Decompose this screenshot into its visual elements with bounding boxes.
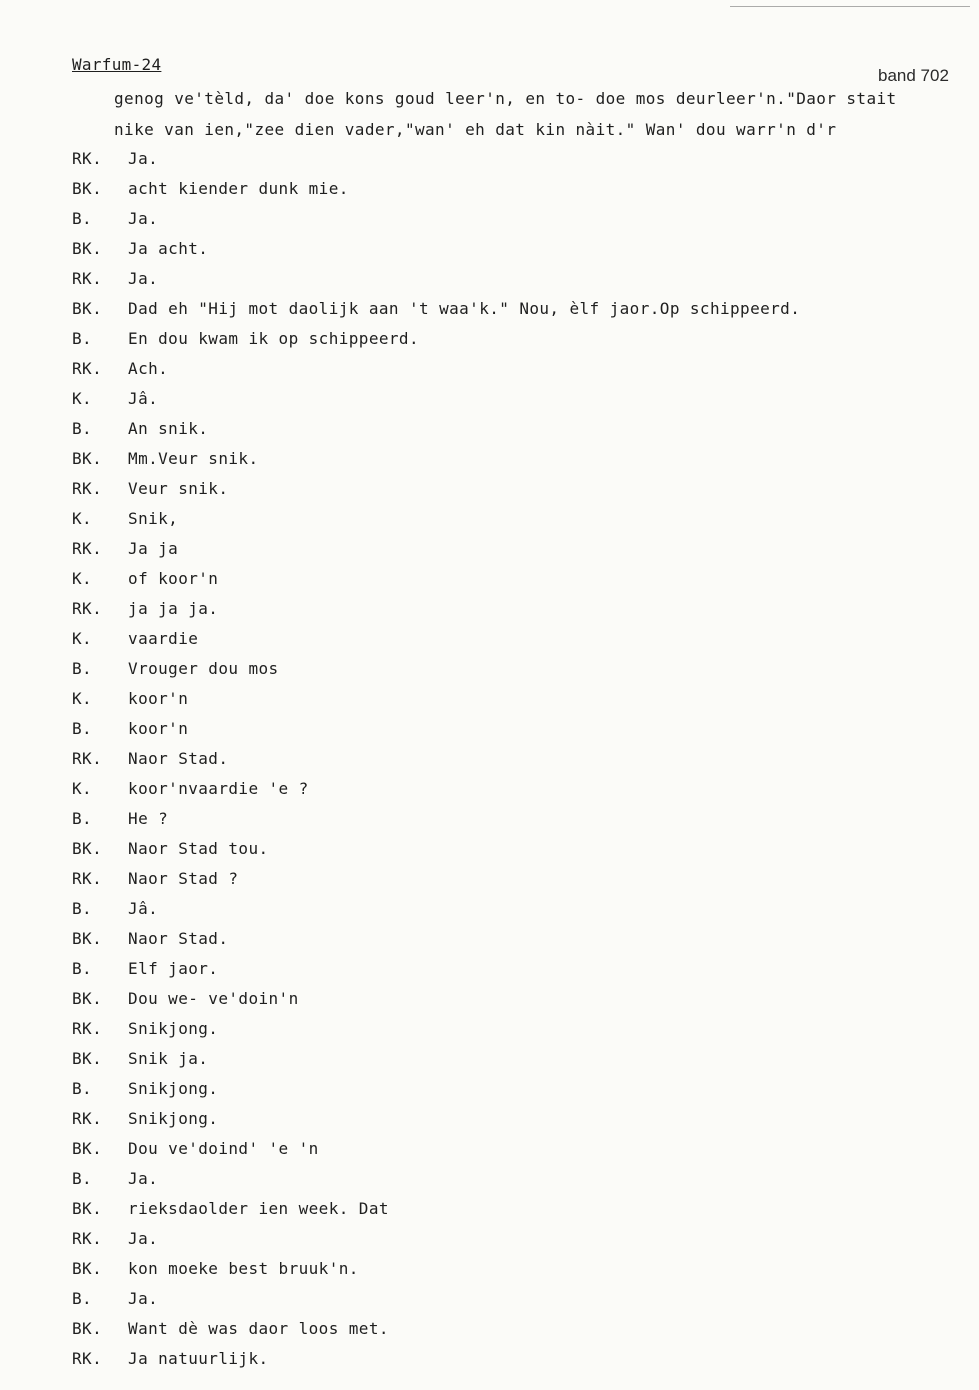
transcript-line xyxy=(72,389,158,408)
document-header-right: band 702 xyxy=(878,66,949,85)
utterance-text: rieksdaolder ien week. Dat xyxy=(128,1199,389,1218)
transcript-line xyxy=(72,629,198,648)
transcript-line xyxy=(72,689,188,708)
utterance-text: Dou ve'doind' 'e 'n xyxy=(128,1139,319,1158)
transcript-line xyxy=(72,839,269,858)
transcript-line xyxy=(72,599,218,618)
speaker-label: B. xyxy=(72,209,93,228)
transcript-line xyxy=(72,239,208,258)
speaker-label: K. xyxy=(72,569,93,588)
speaker-label: BK. xyxy=(72,1319,103,1338)
utterance-text: An snik. xyxy=(128,419,209,438)
utterance-text: Jâ. xyxy=(128,899,159,918)
speaker-label: B. xyxy=(72,1079,93,1098)
transcript-line xyxy=(72,1109,218,1128)
utterance-text: Ja. xyxy=(128,1289,159,1308)
transcript-line xyxy=(72,869,238,888)
speaker-label: K. xyxy=(72,389,93,408)
utterance-text: Snikjong. xyxy=(128,1109,219,1128)
transcript-line xyxy=(72,1079,218,1098)
utterance-text: Veur snik. xyxy=(128,479,229,498)
speaker-label: K. xyxy=(72,779,93,798)
speaker-label: K. xyxy=(72,509,93,528)
utterance-text: of koor'n xyxy=(128,569,219,588)
transcript-line xyxy=(72,959,218,978)
transcript-line xyxy=(72,1259,359,1278)
transcript-line xyxy=(72,419,208,438)
utterance-text: Vrouger dou mos xyxy=(128,659,279,678)
speaker-label: BK. xyxy=(72,179,103,198)
speaker-label: BK. xyxy=(72,1049,103,1068)
utterance-text: Snik, xyxy=(128,509,179,528)
transcript-line xyxy=(72,749,228,768)
utterance-text: Snik ja. xyxy=(128,1049,209,1068)
speaker-label: BK. xyxy=(72,1139,103,1158)
transcript-line xyxy=(72,539,178,558)
speaker-label: BK. xyxy=(72,1259,103,1278)
speaker-label: RK. xyxy=(72,149,103,168)
speaker-label: RK. xyxy=(72,1109,103,1128)
transcript-line xyxy=(72,809,168,828)
utterance-text: Ja. xyxy=(128,269,159,288)
speaker-label: RK. xyxy=(72,359,103,378)
transcript-line xyxy=(72,449,258,468)
speaker-label: RK. xyxy=(72,599,103,618)
speaker-label: RK. xyxy=(72,1349,103,1368)
speaker-label: B. xyxy=(72,809,93,828)
speaker-label: K. xyxy=(72,689,93,708)
utterance-text: He ? xyxy=(128,809,169,828)
transcript-line xyxy=(72,779,309,798)
transcript-line xyxy=(72,1349,269,1368)
transcript-line xyxy=(72,269,158,288)
utterance-text: Snikjong. xyxy=(128,1019,219,1038)
speaker-label: BK. xyxy=(72,449,103,468)
speaker-label: RK. xyxy=(72,1019,103,1038)
speaker-label: RK. xyxy=(72,749,103,768)
speaker-label: B. xyxy=(72,419,93,438)
utterance-text: Naor Stad tou. xyxy=(128,839,269,858)
transcript-line xyxy=(72,1319,389,1338)
speaker-label: B. xyxy=(72,1289,93,1308)
utterance-text: Ja ja xyxy=(128,539,179,558)
speaker-label: BK. xyxy=(72,239,103,258)
transcript-line xyxy=(72,1289,158,1308)
utterance-text: Mm.Veur snik. xyxy=(128,449,259,468)
speaker-label: B. xyxy=(72,719,93,738)
utterance-text: Ja. xyxy=(128,209,159,228)
speaker-label: K. xyxy=(72,629,93,648)
transcript-line xyxy=(72,509,178,528)
transcript-line xyxy=(72,1139,319,1158)
top-divider xyxy=(730,6,970,7)
utterance-text: vaardie xyxy=(128,629,199,648)
utterance-text: Want dè was daor loos met. xyxy=(128,1319,389,1338)
utterance-text: Ja. xyxy=(128,149,159,168)
speaker-label: BK. xyxy=(72,299,103,318)
speaker-label: RK. xyxy=(72,479,103,498)
speaker-label: RK. xyxy=(72,869,103,888)
utterance-text: Dou we- ve'doin'n xyxy=(128,989,299,1008)
speaker-label: RK. xyxy=(72,539,103,558)
speaker-label: B. xyxy=(72,659,93,678)
speaker-label: BK. xyxy=(72,1199,103,1218)
transcript-line xyxy=(72,989,299,1008)
utterance-text: Naor Stad. xyxy=(128,929,229,948)
document-header-left: Warfum-24 xyxy=(72,55,162,74)
utterance-text: acht kiender dunk mie. xyxy=(128,179,349,198)
speaker-label: B. xyxy=(72,959,93,978)
utterance-text: Jâ. xyxy=(128,389,159,408)
speaker-label: RK. xyxy=(72,1229,103,1248)
transcript-line xyxy=(72,1019,218,1038)
utterance-text: koor'n xyxy=(128,689,189,708)
utterance-text: Ja natuurlijk. xyxy=(128,1349,269,1368)
transcript-line xyxy=(72,719,188,738)
transcript-line xyxy=(72,1049,208,1068)
transcript-line xyxy=(72,359,168,378)
utterance-text: Ja acht. xyxy=(128,239,209,258)
speaker-label: BK. xyxy=(72,839,103,858)
transcript-line xyxy=(72,299,800,318)
utterance-text: Naor Stad ? xyxy=(128,869,239,888)
speaker-label: B. xyxy=(72,899,93,918)
transcript-line xyxy=(72,1169,158,1188)
transcript-line xyxy=(72,1199,389,1218)
transcript-line xyxy=(72,569,218,588)
utterance-text: Dad eh "Hij mot daolijk aan 't waa'k." Nou, èlf jaor.Op schippeerd. xyxy=(128,299,801,318)
speaker-label: B. xyxy=(72,1169,93,1188)
utterance-text: kon moeke best bruuk'n. xyxy=(128,1259,359,1278)
transcript-line xyxy=(72,329,419,348)
speaker-label: BK. xyxy=(72,929,103,948)
transcript-line xyxy=(72,149,158,168)
speaker-label: RK. xyxy=(72,269,103,288)
utterance-text: ja ja ja. xyxy=(128,599,219,618)
transcript-line xyxy=(72,179,349,198)
transcript-line xyxy=(72,479,228,498)
utterance-text: Ach. xyxy=(128,359,169,378)
transcript-line xyxy=(72,929,228,948)
transcript-line xyxy=(72,659,279,678)
utterance-text: En dou kwam ik op schippeerd. xyxy=(128,329,419,348)
utterance-text: Naor Stad. xyxy=(128,749,229,768)
utterance-text: Snikjong. xyxy=(128,1079,219,1098)
transcript-line xyxy=(72,1229,158,1248)
utterance-text: koor'nvaardie 'e ? xyxy=(128,779,309,798)
transcript-line xyxy=(72,209,158,228)
utterance-text: Elf jaor. xyxy=(128,959,219,978)
intro-line: nike van ien,"zee dien vader,"wan' eh dat kin nàit." Wan' dou warr'n d'r xyxy=(114,120,837,139)
speaker-label: BK. xyxy=(72,989,103,1008)
transcript-line xyxy=(72,899,158,918)
intro-line: genog ve'tèld, da' doe kons goud leer'n, en to- doe mos deurleer'n."Daor stait xyxy=(114,89,897,108)
speaker-label: B. xyxy=(72,329,93,348)
utterance-text: koor'n xyxy=(128,719,189,738)
utterance-text: Ja. xyxy=(128,1169,159,1188)
utterance-text: Ja. xyxy=(128,1229,159,1248)
